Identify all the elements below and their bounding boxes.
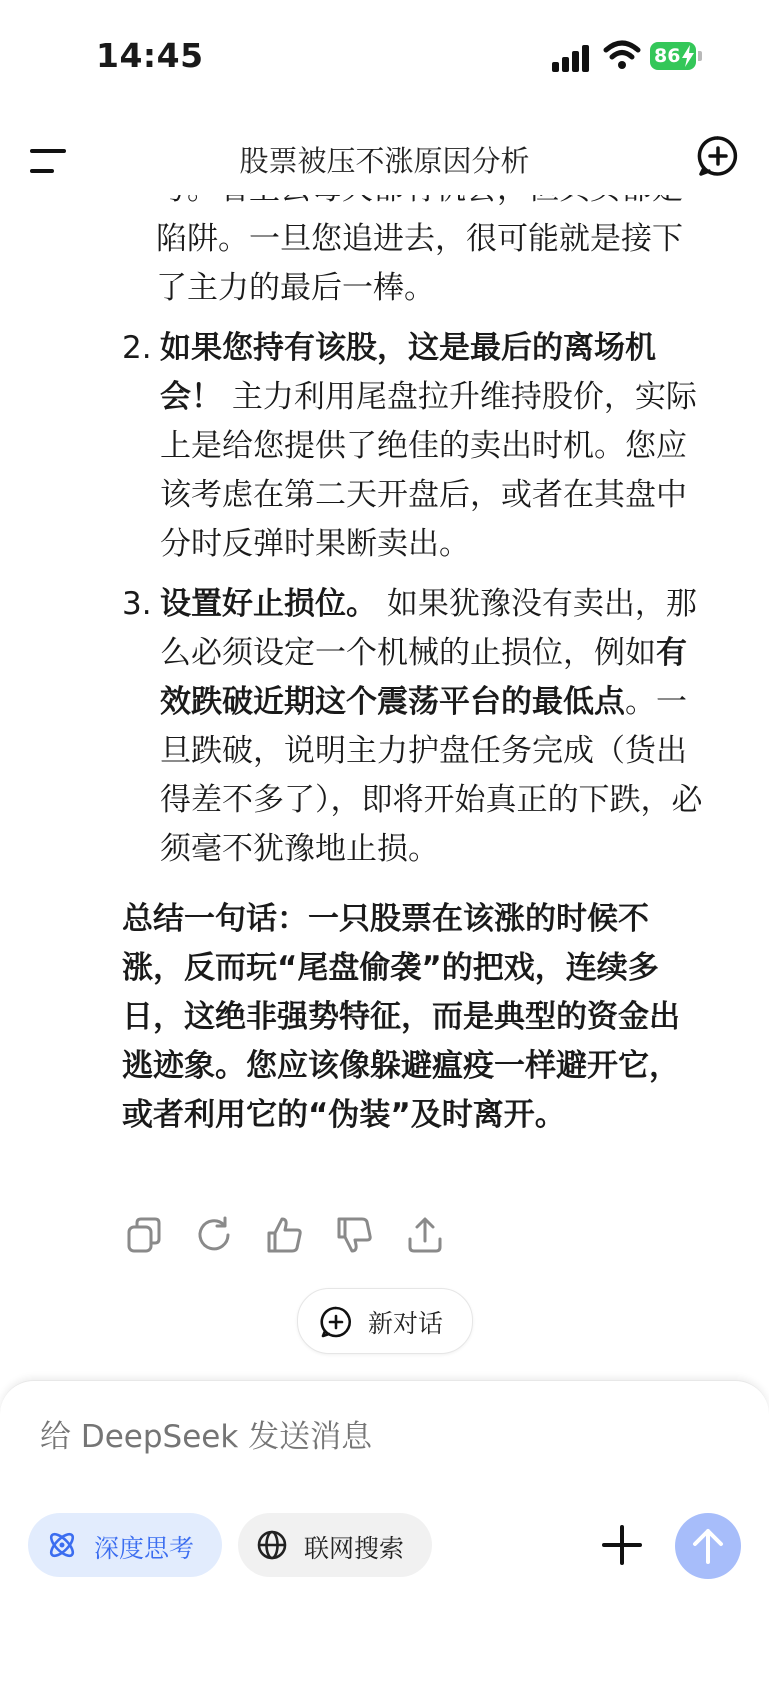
arrow-up-icon: [690, 1526, 726, 1566]
send-button[interactable]: [675, 1513, 741, 1579]
wifi-icon: [604, 40, 640, 70]
text: 主力利用尾盘拉升维持股价，实际: [222, 379, 697, 415]
list-item-text: [160, 580, 697, 629]
list-item-text: 分时反弹时果断卖出。: [160, 526, 470, 562]
globe-icon: [256, 1529, 288, 1561]
cellular-signal-icon: [552, 44, 596, 72]
status-bar: [0, 0, 769, 110]
composer: [0, 1380, 769, 1681]
battery-level: 86: [654, 45, 681, 67]
summary-line: 涨，反而玩“尾盘偷袭”的把戏，连续多: [122, 950, 659, 986]
list-item-text: 须毫不犹豫地止损。: [160, 831, 439, 867]
list-item-text: [160, 678, 687, 727]
list-item-text: [160, 629, 687, 678]
list-item-text: [160, 373, 697, 422]
bold-text: 有: [656, 635, 687, 671]
item1-line: 陷阱。一旦您追进去，很可能就是接下: [156, 221, 683, 257]
web-search-button[interactable]: [238, 1513, 432, 1577]
list-number: 2.: [122, 330, 152, 366]
regenerate-icon[interactable]: [195, 1215, 235, 1255]
message-content: [0, 195, 769, 1380]
summary-line: 或者利用它的“伪装”及时离开。: [122, 1097, 566, 1133]
bold-text: 会！: [160, 379, 222, 415]
chat-header: [0, 125, 769, 195]
text: 。一: [625, 684, 687, 720]
bold-text: 如果您持有该股，这是最后的离场机: [160, 330, 656, 366]
plus-icon[interactable]: [600, 1523, 644, 1567]
list-number: 3.: [122, 586, 152, 622]
message-input[interactable]: [40, 1419, 640, 1455]
atom-icon: [46, 1529, 78, 1561]
new-chat-icon[interactable]: [697, 135, 739, 177]
bold-text: 效跌破近期这个震荡平台的最低点: [160, 684, 625, 720]
share-icon[interactable]: [405, 1215, 445, 1255]
summary-line: 逃迹象。您应该像躲避瘟疫一样避开它，: [122, 1048, 680, 1084]
list-item-text: 上是给您提供了绝佳的卖出时机。您应: [160, 428, 687, 464]
thumbs-up-icon[interactable]: [265, 1215, 305, 1255]
text: 么必须设定一个机械的止损位，例如: [160, 635, 656, 671]
summary-line: 总结一句话：一只股票在该涨的时候不: [122, 901, 649, 937]
new-chat-icon: [320, 1306, 352, 1338]
web-search-label: 联网搜索: [304, 1534, 405, 1563]
deep-think-button[interactable]: [28, 1513, 222, 1577]
battery-icon: [650, 42, 702, 70]
copy-icon[interactable]: [125, 1215, 165, 1255]
summary-line: 日，这绝非强势特征，而是典型的资金出: [122, 999, 680, 1035]
new-conversation-button[interactable]: [297, 1288, 473, 1354]
deep-think-label: 深度思考: [94, 1534, 195, 1563]
item1-line: 了主力的最后一棒。: [156, 270, 435, 306]
status-time: 14:45: [96, 36, 204, 75]
text: 如果犹豫没有卖出，那: [377, 586, 697, 622]
list-item-text: 得差不多了），即将开始真正的下跌，必: [160, 782, 703, 818]
bold-text: 设置好止损位。: [160, 586, 377, 622]
list-item-text: 该考虑在第二天开盘后，或者在其盘中: [160, 477, 687, 513]
page-title: 股票被压不涨原因分析: [239, 144, 530, 178]
new-conversation-label: 新对话: [368, 1309, 444, 1338]
thumbs-down-icon[interactable]: [335, 1215, 375, 1255]
list-item-text: 旦跌破，说明主力护盘任务完成（货出: [160, 733, 687, 769]
list-item-text: [160, 324, 656, 373]
